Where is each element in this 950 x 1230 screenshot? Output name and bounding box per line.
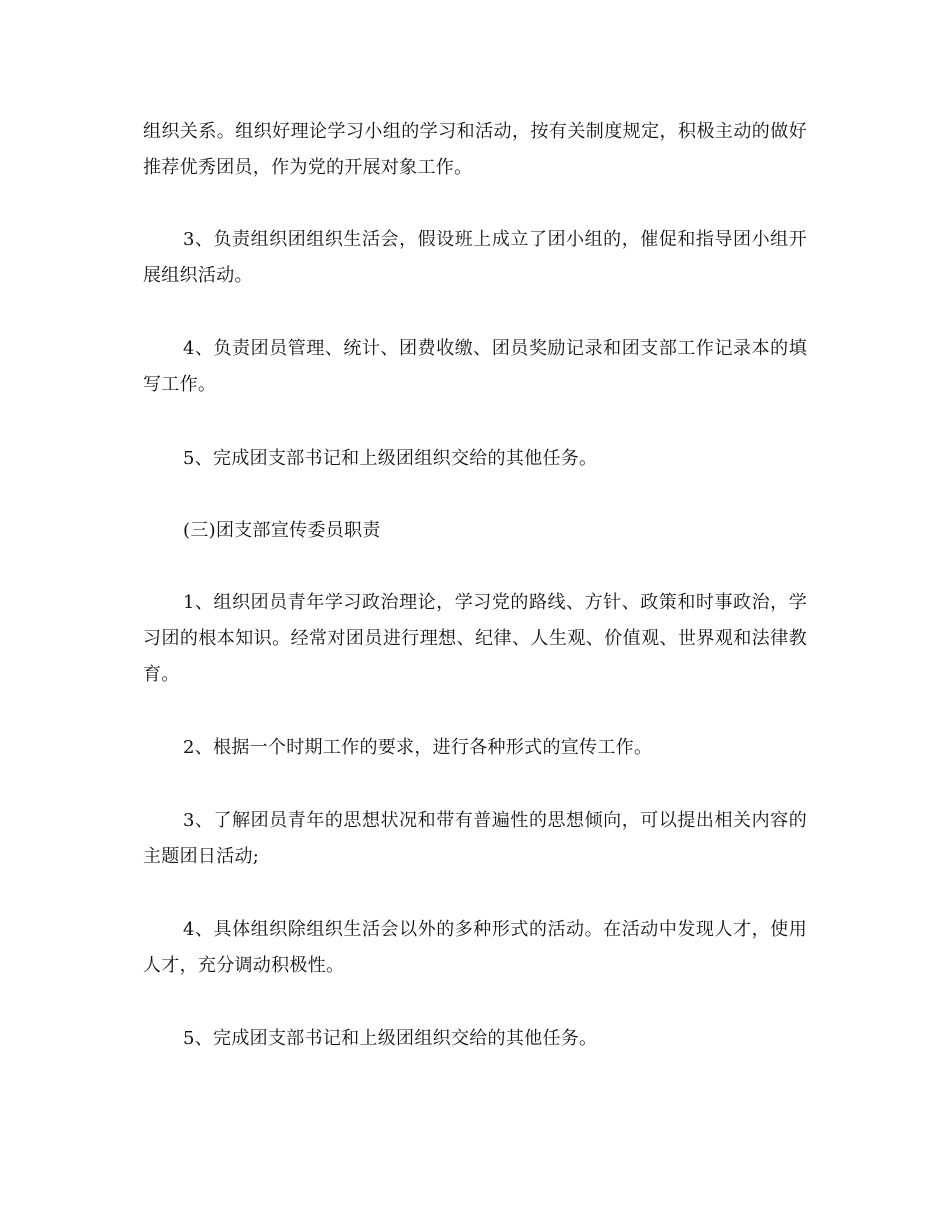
paragraph-duty-4: 4、具体组织除组织生活会以外的多种形式的活动。在活动中发现人才，使用人才，充分调动积极性。 — [143, 919, 807, 976]
paragraph-duty-3: 3、了解团员青年的思想状况和带有普遍性的思想倾向，可以提出相关内容的主题团日活动; — [143, 810, 807, 867]
paragraph-item-3: 3、负责组织团组织生活会，假设班上成立了团小组的，催促和指导团小组开展组织活动。 — [143, 229, 807, 286]
section-heading: (三)团支部宣传委员职责 — [183, 520, 381, 541]
paragraph-continuation: 组织关系。组织好理论学习小组的学习和活动，按有关制度规定，积极主动的做好推荐优秀团员，作为党的开展对象工作。 — [143, 121, 807, 178]
paragraph-item-5: 5、完成团支部书记和上级团组织交给的其他任务。 — [183, 448, 598, 469]
paragraph-duty-2: 2、根据一个时期工作的要求，进行各种形式的宣传工作。 — [183, 737, 653, 758]
paragraph-item-4: 4、负责团员管理、统计、团费收缴、团员奖励记录和团支部工作记录本的填写工作。 — [143, 338, 807, 395]
paragraph-duty-5: 5、完成团支部书记和上级团组织交给的其他任务。 — [183, 1028, 598, 1049]
paragraph-duty-1: 1、组织团员青年学习政治理论，学习党的路线、方针、政策和时事政治，学习团的根本知识。经常对团员进行理想、纪律、人生观、价值观、世界观和法律教育。 — [143, 592, 807, 685]
